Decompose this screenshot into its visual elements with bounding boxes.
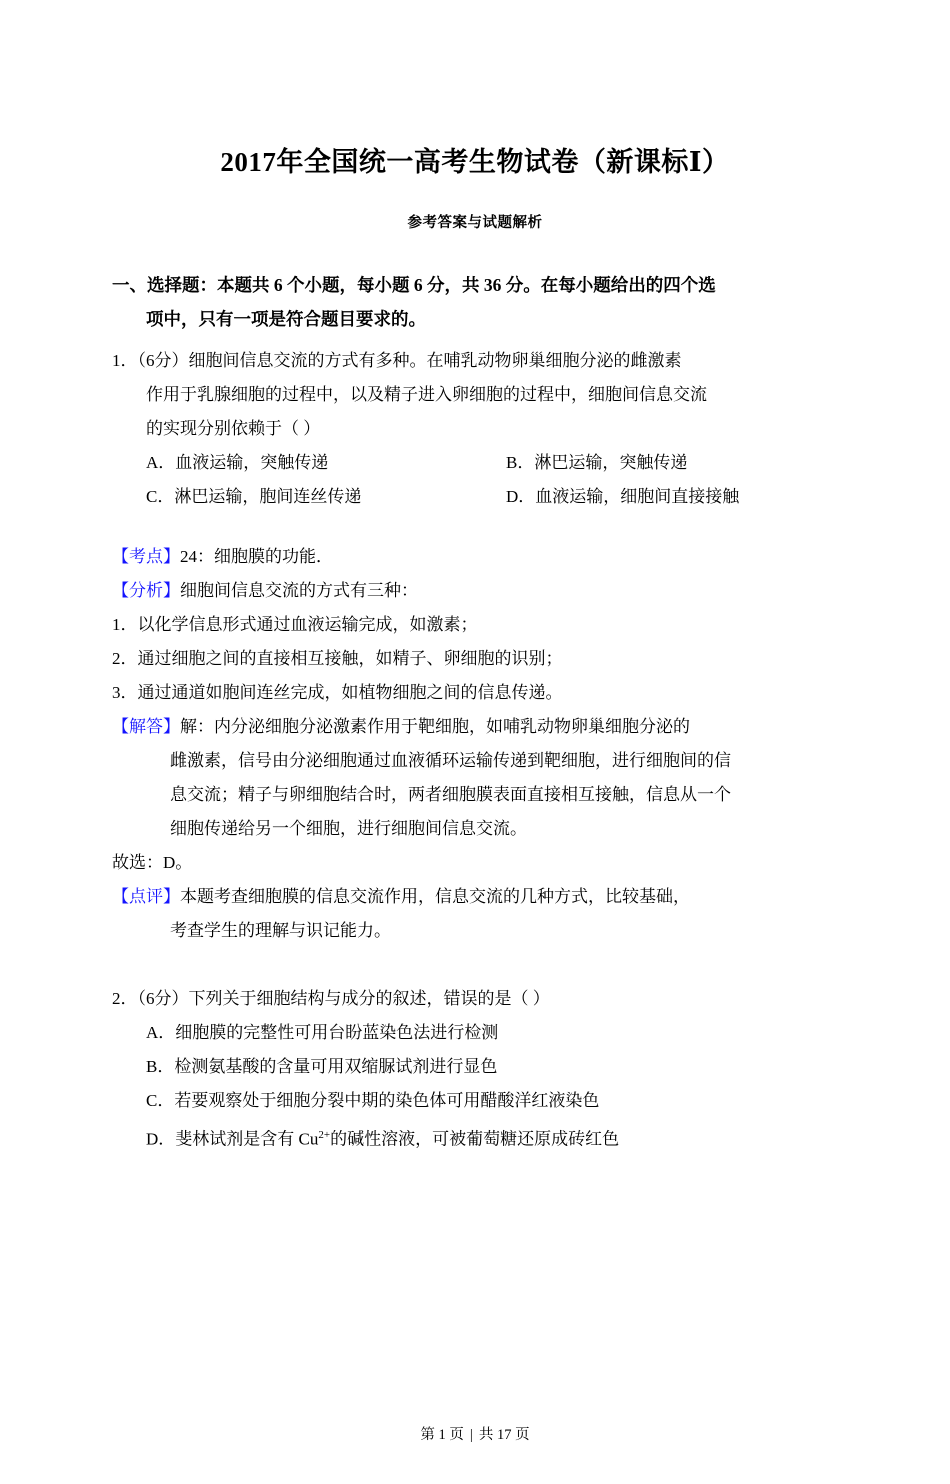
question-2-option-c: C．若要观察处于细胞分裂中期的染色体可用醋酸洋红液染色	[146, 1091, 600, 1110]
fenxi-text: 细胞间信息交流的方式有三种：	[180, 581, 418, 600]
option-d-post: 的碱性溶液，可被葡萄糖还原成砖红色	[330, 1129, 620, 1149]
footer-total-label: 共 17 页	[478, 1427, 530, 1443]
fenxi-item-3: 3．通过通道如胞间连丝完成，如植物细胞之间的信息传递。	[112, 683, 563, 702]
question-1-stem-text1: （6分）细胞间信息交流的方式有多种。在哺乳动物卵巢细胞分泌的雌激素	[137, 351, 682, 370]
jieda-text-4: 细胞传递给另一个细胞，进行细胞间信息交流。	[170, 819, 527, 838]
page-footer	[0, 1423, 950, 1444]
jieda-text-2: 雌激素，信号由分泌细胞通过血液循环运输传递到靶细胞，进行细胞间的信	[170, 751, 731, 770]
fenxi-item-1: 1．以化学信息形式通过血液运输完成，如激素；	[112, 615, 478, 634]
option-d-pre: D．斐林试剂是含有 Cu	[146, 1129, 319, 1149]
question-1	[112, 344, 838, 948]
question-1-stem-line1	[112, 344, 838, 378]
option-d-superscript: 2+	[318, 1129, 331, 1141]
question-1-dianping	[112, 880, 838, 914]
section-heading-line1: 一、选择题：本题共 6 个小题，每小题 6 分，共 36 分。在每小题给出的四个选	[112, 275, 716, 295]
question-2	[112, 982, 838, 1157]
jieda-text-3: 息交流；精子与卵细胞结合时，两者细胞膜表面直接相互接触，信息从一个	[170, 785, 731, 804]
question-1-options-row2	[112, 480, 838, 514]
section-heading-line2: 项中，只有一项是符合题目要求的。	[146, 309, 426, 329]
fenxi-item-2: 2．通过细胞之间的直接相互接触，如精子、卵细胞的识别；	[112, 649, 563, 668]
question-1-option-b: B．淋巴运输，突触传递	[506, 453, 688, 472]
question-2-option-a: A．细胞膜的完整性可用台盼蓝染色法进行检测	[146, 1023, 499, 1042]
fenxi-tag: 【分析】	[112, 581, 180, 600]
question-2-option-d	[112, 1118, 838, 1157]
question-1-kaodian	[112, 540, 838, 574]
kaodian-tag: 【考点】	[112, 547, 180, 566]
question-1-number: 1．	[112, 351, 138, 370]
question-2-number: 2．	[112, 989, 138, 1008]
question-1-answer: 故选：D。	[112, 853, 193, 872]
dianping-text-1: 本题考查细胞膜的信息交流作用，信息交流的几种方式，比较基础，	[180, 887, 690, 906]
footer-separator: |	[469, 1427, 473, 1443]
question-1-option-c: C．淋巴运输，胞间连丝传递	[146, 487, 362, 506]
question-1-jieda	[112, 710, 838, 744]
jieda-tag: 【解答】	[112, 717, 180, 736]
question-1-option-d: D．血液运输，细胞间直接接触	[506, 487, 740, 506]
footer-page-label: 第 1 页	[420, 1427, 464, 1443]
question-1-options-row1	[112, 446, 838, 480]
question-1-stem-line3: 的实现分别依赖于（ ）	[146, 419, 321, 438]
dianping-text-2: 考查学生的理解与识记能力。	[170, 921, 391, 940]
document-page	[0, 140, 950, 1484]
dianping-tag: 【点评】	[112, 887, 180, 906]
page-title: 2017年全国统一高考生物试卷（新课标Ⅰ）	[220, 147, 730, 177]
question-2-option-b: B．检测氨基酸的含量可用双缩脲试剂进行显色	[146, 1057, 498, 1076]
jieda-text-1: 解：内分泌细胞分泌激素作用于靶细胞，如哺乳动物卵巢细胞分泌的	[180, 717, 690, 736]
section-heading	[112, 268, 838, 336]
page-subtitle: 参考答案与试题解析	[407, 215, 543, 231]
question-2-stem-text: （6分）下列关于细胞结构与成分的叙述，错误的是（ ）	[137, 989, 550, 1008]
kaodian-text: 24：细胞膜的功能．	[180, 547, 333, 566]
question-1-option-a: A．血液运输，突触传递	[146, 453, 329, 472]
question-1-fenxi	[112, 574, 838, 608]
question-1-stem-line2: 作用于乳腺细胞的过程中，以及精子进入卵细胞的过程中，细胞间信息交流	[146, 385, 707, 404]
question-2-stem	[112, 982, 838, 1016]
